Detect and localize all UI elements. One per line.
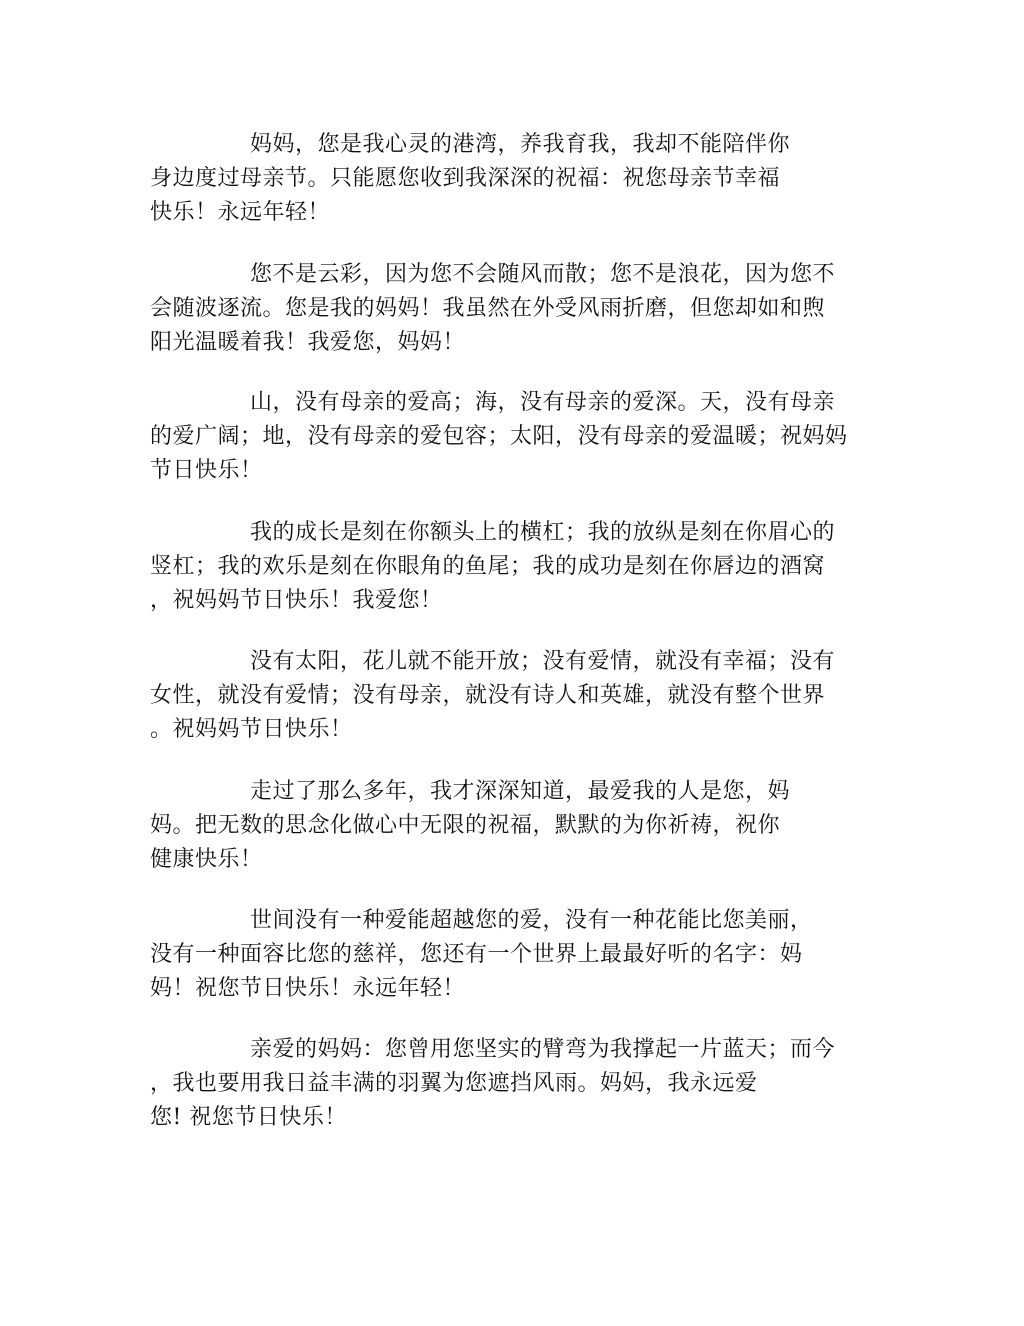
paragraph-7 [150, 904, 870, 1006]
paragraph-line: ，祝妈妈节日快乐！我爱您！ [150, 588, 443, 613]
paragraph-6 [150, 775, 870, 877]
paragraph-line: ，我也要用我日益丰满的羽翼为您遮挡风雨。妈妈，我永远爱 [150, 1071, 758, 1096]
paragraph-line: 妈！祝您节日快乐！永远年轻！ [150, 976, 466, 1001]
paragraph-line: 没有一种面容比您的慈祥，您还有一个世界上最最好听的名字：妈 [150, 942, 803, 967]
paragraph-line: 我的成长是刻在你额头上的横杠；我的放纵是刻在你眉心的 [250, 520, 836, 545]
paragraph-line: 山，没有母亲的爱高；海，没有母亲的爱深。天，没有母亲 [250, 390, 836, 415]
paragraph-line: 女性，就没有爱情；没有母亲，就没有诗人和英雄，就没有整个世界 [150, 683, 826, 708]
paragraph-line: 快乐！永远年轻！ [150, 200, 331, 225]
paragraph-line: 节日快乐！ [150, 458, 263, 483]
paragraph-line: 的爱广阔；地，没有母亲的爱包容；太阳，没有母亲的爱温暖；祝妈妈 [150, 424, 848, 449]
paragraph-line: 妈妈，您是我心灵的港湾，养我育我，我却不能陪伴你 [250, 132, 791, 157]
paragraph-line: 妈。把无数的思念化做心中无限的祝福，默默的为你祈祷，祝你 [150, 813, 781, 838]
paragraph-4 [150, 516, 870, 618]
paragraph-line: 没有太阳，花儿就不能开放；没有爱情，就没有幸福；没有 [250, 649, 836, 674]
paragraph-line: 竖杠；我的欢乐是刻在你眼角的鱼尾；我的成功是刻在你唇边的酒窝 [150, 554, 826, 579]
paragraph-line: 会随波逐流。您是我的妈妈！我虽然在外受风雨折磨，但您却如和煦 [150, 296, 826, 321]
paragraph-line: 健康快乐！ [150, 847, 263, 872]
paragraph-line: 世间没有一种爱能超越您的爱，没有一种花能比您美丽， [250, 908, 813, 933]
paragraph-line: 您! 祝您节日快乐！ [150, 1105, 347, 1130]
paragraph-line: 走过了那么多年，我才深深知道，最爱我的人是您，妈 [250, 779, 791, 804]
paragraph-line: 您不是云彩，因为您不会随风而散；您不是浪花，因为您不 [250, 262, 836, 287]
paragraph-line: 阳光温暖着我！我爱您，妈妈！ [150, 330, 466, 355]
paragraph-8 [150, 1033, 870, 1135]
paragraph-line: 。祝妈妈节日快乐！ [150, 717, 353, 742]
paragraph-2 [150, 258, 870, 360]
paragraph-1 [150, 128, 870, 230]
paragraph-5 [150, 645, 870, 747]
paragraph-line: 亲爱的妈妈：您曾用您坚实的臂弯为我撑起一片蓝天；而今 [250, 1037, 836, 1062]
paragraph-line: 身边度过母亲节。只能愿您收到我深深的祝福：祝您母亲节幸福 [150, 166, 781, 191]
paragraph-3 [150, 386, 870, 488]
